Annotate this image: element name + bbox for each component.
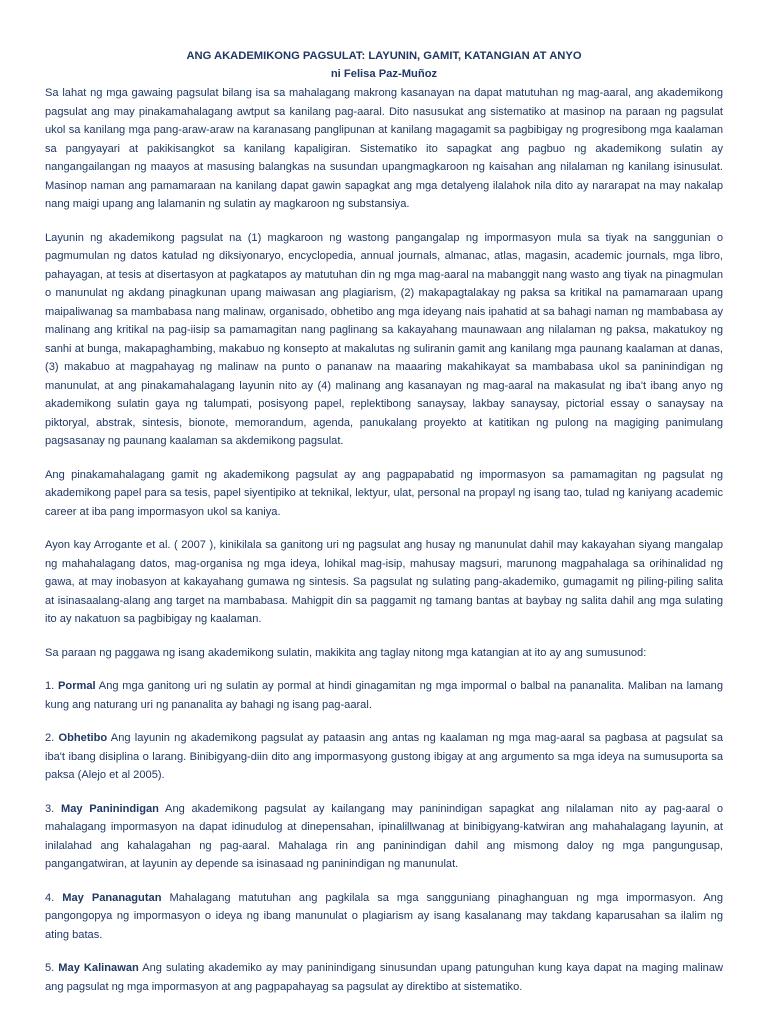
paragraph-intro: Sa lahat ng mga gawaing pagsulat bilang isa sa mahalagang makrong kasanayan na dapat matutuhan ng mag-aaral, ang akademikong pagsulat ang may pinakamahalagang awtput sa kanilang pag-aaral. Dito nasusukat ang sistematiko at masinop na paraan ng pagsulat ukol sa kanilang mga pang-araw-araw na karanasang panglipunan at kanilang magagamit sa pagbibigay ng progresibong mga kaalaman sa pangyayari at pakikisangkot sa kanilang kapaligiran. Sistematiko ito sapagkat ang pagbuo ng akademikong sulatin ay nangangailangan ng maayos at masusing balangkas na susundan upangmagkaroon ng kaisahan ang nilalaman ng kanilang isinusulat. Masinop naman ang pamamaraan na kanilang dapat gawin sapagkat ang mga detalyeng ilalahok nila dito ay nararapat na may nakalap nang maigi upang ang lalamanin ng sulatin ay magkaroon ng substansiya. (45, 87, 723, 210)
paragraph-layunin: Layunin ng akademikong pagsulat na (1) magkaroon ng wastong pangangalap ng impormasyon mula sa tiyak na sanggunian o pagmumulan ng datos katulad ng diksiyonaryo, encyclopedia, annual journals, almanac, atlas, magasin, academic journals, mga libro, pahayagan, at tesis at disertasyon at pagkatapos ay matutuhan din ng mga mag-aaral na mabanggit nang wasto ang tiyak na pinagmulan o manunulat ng akdang pinagkunan upang maiwasan ang plagiarism, (2) makapagtalakay ng paksa sa kritikal na pamamaraan upang maipaliwanag sa mambabasa nang malinaw, organisado, obhetibo ang mga ideyang nais ipahatid at sa bahagi naman ng mambabasa ay malinang ang kritikal na pag-iisip sa pamamagitan nang paglinang sa kakayahang maunawaan ang nilalaman ng paksa, makatukoy ng sanhi at bunga, makapaghambing, makabuo ng konsepto at makalutas ng suliranin gamit ang kanilang mga paunang kaalaman at danas, (3) makabuo at magpahayag ng malinaw na punto o pananaw na maaaring makahikayat sa mambabasa ukol sa paninindigan ng manunulat, at ang pinakamahalagang layunin nito ay (4) malinang ang kasanayan ng mag-aaral na makasulat ng iba't ibang anyo ng akademikong sulatin gaya ng talumpati, posisyong papel, replektibong sanaysay, lakbay sanaysay, pictorial essay o sanaysay na piktoryal, abstrak, sintesis, bionote, memorandum, agenda, panukalang proyekto at katitikan ng pulong na magiging panimulang pagsasanay ng paunang kaalaman sa akdemikong pagsulat. (45, 231, 723, 447)
list-item-term: Pormal (58, 680, 96, 692)
document-author: ni Felisa Paz-Muñoz (330, 68, 438, 80)
list-item-text: Ang sulating akademiko ay may paninindigang sinusundan upang patunguhan kung kaya dapat na maging malinaw ang pagsulat ng mga impormasyon at ang pagpapahayag sa pagsulat ay direktibo at sistematiko. (45, 962, 724, 993)
list-item-term: May Pananagutan (62, 891, 162, 904)
list-item-may-kalinawan (45, 959, 723, 996)
paragraph-gamit: Ang pinakamahalagang gamit ng akademikong pagsulat ay ang pagpapabatid ng impormasyon sa pamamagitan ng pagsulat ng akademikong papel para sa tesis, papel siyentipiko at teknikal, lektyur, ulat, personal na propayl ng isang tao, tulad ng kaniyang academic career at iba pang impormasyon ukol sa kaniya. (45, 468, 723, 518)
paragraph-arrogante: Ayon kay Arrogante et al. ( 2007 ), kinikilala sa ganitong uri ng pagsulat ang husay ng manunulat dahil may kakayahan siyang mangalap ng mahahalagang datos, mag-organisa ng mga ideya, lohikal mag-isip, mahusay magsuri, marunong magpahalaga sa orihinalidad ng gawa, at may inobasyon at kakayahang gumawa ng sintesis. Sa pagsulat ng sulating pang-akademiko, gumagamit ng piling-piling salita at isinasaalang-alang ang target na mambabasa. Mahigpit din sa paggamit ng tamang bantas at baybay ng salita dahil ang mga sulating ito ay nakatuon sa pagbibigay ng kaalaman. (45, 539, 723, 625)
list-item-may-paninindigan (45, 800, 723, 874)
list-item-pormal (45, 677, 723, 714)
list-item-text: Ang mga ganitong uri ng sulatin ay pormal at hindi ginagamitan ng mga impormal o balbal na pananalita. Maliban na lamang kung ang naturang uri ng pananalita ay bahagi ng isang pag-aaral. (45, 680, 723, 711)
list-item-text: Ang akademikong pagsulat ay kailangang may paninindigan sapagkat ang nilalaman nito ay pag-aaral o mahalagang impormasyon na dapat idinudulog at dinepensahan, ipinalillwanag at binibigyang-katwiran ang mahahalagang layunin, at inilalahad ang kahalagahan ng pag-aaral. Mahalaga rin ang paninindigan dahil ang mismong daloy ng mga pangungusap, pangangatwiran, at layunin ay depende sa isinasaad ng paninindigan ng manunulat. (45, 802, 723, 870)
list-item-text: Ang layunin ng akademikong pagsulat ay pataasin ang antas ng kaalaman ng mga mag-aaral sa pagbasa at pagsulat sa iba't ibang disiplina o larang. Binibigyang-diin dito ang impormasyong gustong ibigay at ang argumento sa mga ideya na sumusuporta sa paksa (Alejo et al 2005). (45, 732, 724, 781)
list-item-number: 5. (45, 962, 59, 974)
list-item-term: May Kalinawan (58, 962, 139, 974)
list-item-term: May Paninindigan (60, 802, 159, 815)
list-item-number: 4. (45, 891, 63, 904)
list-item-term: Obhetibo (58, 732, 108, 744)
list-item-text: Mahalagang matutuhan ang pagkilala sa mga sangguniang pinaghanguan ng mga impormasyon. Ang pangongopya ng impormasyon o ideya ng ibang manunulat o plagiarism ay isang kasalanang may takdang kaparusahan sa ilalim ng ating batas. (45, 891, 723, 941)
document-title: ANG AKADEMIKONG PAGSULAT: LAYUNIN, GAMIT, KATANGIAN AT ANYO (186, 50, 582, 62)
paragraph-katangian-intro: Sa paraan ng paggawa ng isang akademikong sulatin, makikita ang taglay nitong mga katangian at ito ay ang sumusunod: (45, 646, 647, 659)
list-item-number: 1. (45, 680, 59, 692)
list-item-number: 2. (45, 732, 59, 744)
list-item-number: 3. (45, 802, 61, 815)
list-item-may-pananagutan (45, 889, 723, 945)
list-item-obhetibo (45, 729, 723, 785)
